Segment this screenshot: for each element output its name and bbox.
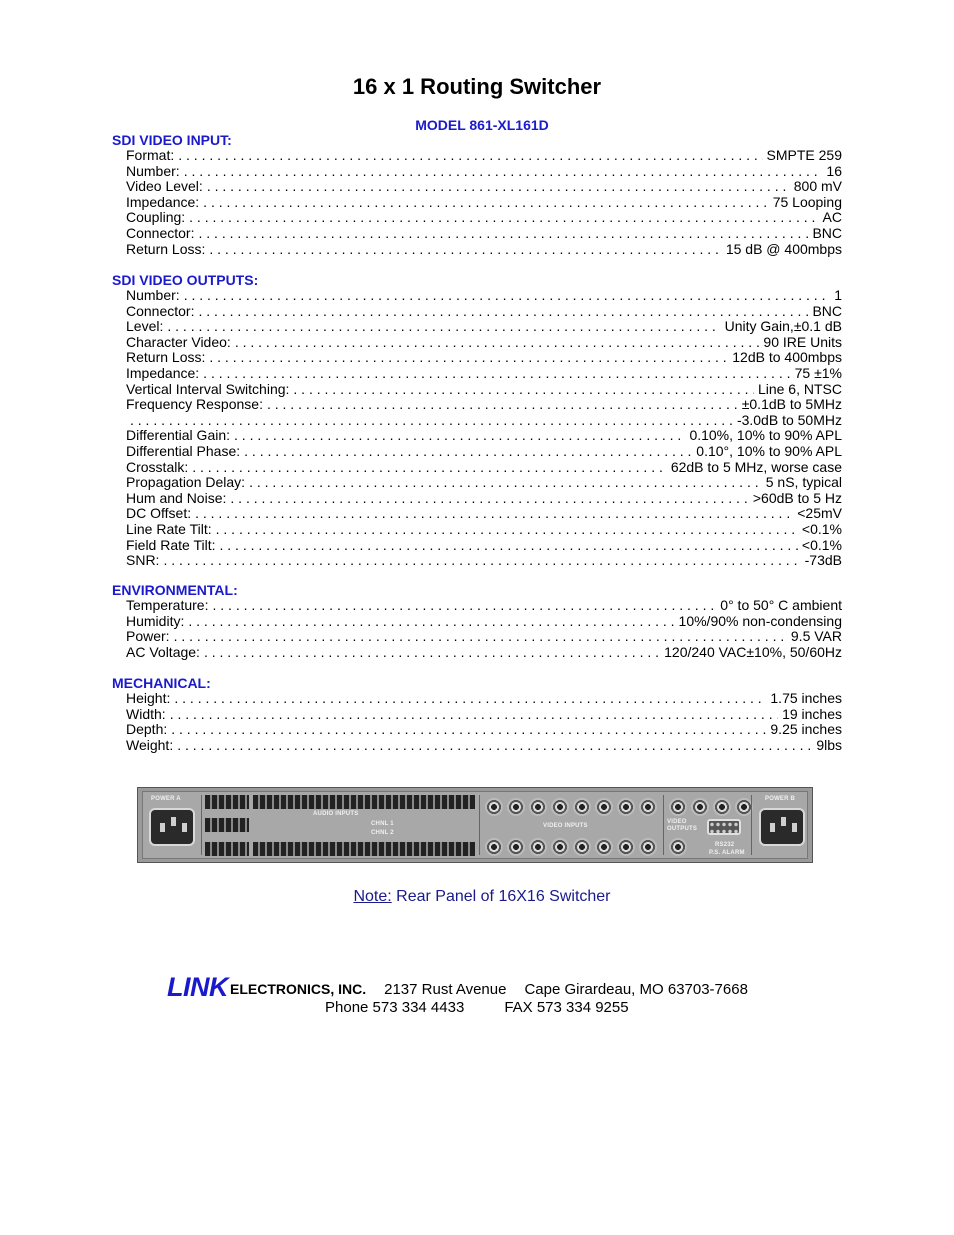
- spec-row: [126, 350, 842, 366]
- terminal-block-icon: [205, 795, 249, 809]
- spec-row: [126, 722, 842, 738]
- chnl1-label: CHNL 1: [371, 821, 394, 827]
- dot-leader: [198, 226, 808, 242]
- phone-number: Phone 573 334 4433: [325, 999, 465, 1016]
- spec-label: Level:: [126, 319, 164, 335]
- dot-leader: [167, 319, 720, 335]
- spec-value: <25mV: [797, 506, 842, 522]
- dot-leader: [192, 460, 667, 476]
- spec-value: BNC: [812, 225, 842, 241]
- rear-panel-image: [137, 787, 813, 863]
- spec-row: [126, 738, 842, 754]
- bnc-connector-icon: [639, 798, 657, 816]
- spec-label: Weight:: [126, 737, 174, 753]
- spec-value: -73dB: [804, 553, 842, 569]
- spec-label: Number:: [126, 288, 180, 303]
- dot-leader: [177, 738, 812, 754]
- spec-value: Line 6, NTSC: [757, 381, 842, 397]
- spec-value: 10%/90% non-condensing: [678, 613, 842, 629]
- section-heading: ENVIRONMENTAL:: [112, 582, 238, 598]
- spec-value: BNC: [812, 303, 842, 319]
- bnc-connector-icon: [507, 798, 525, 816]
- bnc-connector-icon: [669, 838, 687, 856]
- bnc-connector-icon: [595, 838, 613, 856]
- spec-label: Propagation Delay:: [126, 475, 246, 491]
- street-address: 2137 Rust Avenue: [384, 981, 507, 998]
- dot-leader: [249, 475, 762, 491]
- spec-row: [126, 288, 842, 304]
- spec-value: 5 nS, typical: [765, 475, 842, 491]
- section-heading: SDI VIDEO OUTPUTS:: [112, 272, 259, 288]
- spec-value: <0.1%: [801, 537, 842, 553]
- spec-value: 9lbs: [816, 737, 842, 753]
- bnc-connector-icon: [485, 798, 503, 816]
- power-b-inlet-icon: [759, 808, 805, 846]
- bnc-connector-icon: [639, 838, 657, 856]
- bnc-connector-icon: [485, 838, 503, 856]
- spec-value: 9.25 inches: [770, 722, 842, 738]
- spec-value: 62dB to 5 MHz, worse case: [670, 459, 842, 475]
- spec-value: 75 ±1%: [794, 365, 842, 381]
- spec-row: [126, 444, 842, 460]
- figure-caption: [0, 888, 954, 906]
- spec-label: Field Rate Tilt:: [126, 537, 216, 553]
- spec-label: Differential Phase:: [126, 443, 241, 459]
- spec-label: Character Video:: [126, 334, 231, 350]
- spec-label: Format:: [126, 148, 175, 163]
- spec-row: [126, 460, 842, 476]
- spec-value: AC: [822, 210, 842, 226]
- dot-leader: [209, 242, 721, 258]
- spec-row: [126, 506, 842, 522]
- spec-value: 0.10°, 10% to 90% APL: [696, 443, 842, 459]
- spec-value: 75 Looping: [772, 194, 842, 210]
- spec-value: 0° to 50° C ambient: [720, 598, 842, 613]
- spec-value: >60dB to 5 Hz: [752, 490, 842, 506]
- spec-row: [126, 475, 842, 491]
- dot-leader: [216, 522, 798, 538]
- spec-row: [126, 210, 842, 226]
- spec-label: Return Loss:: [126, 241, 206, 257]
- spec-value: 12dB to 400mbps: [732, 350, 842, 366]
- dot-leader: [207, 179, 790, 195]
- spec-row: [126, 629, 842, 645]
- note-text: Rear Panel of 16X16 Switcher: [391, 888, 611, 905]
- spec-row: [126, 428, 842, 444]
- spec-row: [126, 242, 842, 258]
- spec-section: [112, 675, 842, 753]
- spec-label: Connector:: [126, 225, 195, 241]
- terminal-block-icon: [205, 818, 249, 832]
- dot-leader: [235, 335, 760, 351]
- dot-leader: [212, 598, 716, 614]
- model-number: MODEL 861-XL161D: [415, 117, 549, 133]
- dot-leader: [174, 691, 766, 707]
- bnc-connector-icon: [529, 838, 547, 856]
- spec-row: [126, 366, 842, 382]
- spec-row: [126, 522, 842, 538]
- power-a-inlet-icon: [149, 808, 195, 846]
- dot-leader: [209, 350, 728, 366]
- spec-row: [126, 707, 842, 723]
- dot-leader: [204, 645, 660, 661]
- spec-label: Height:: [126, 691, 171, 706]
- spec-value: 19 inches: [782, 706, 842, 722]
- spec-label: Return Loss:: [126, 350, 206, 366]
- spec-value: 800 mV: [793, 179, 842, 195]
- dot-leader: [163, 553, 800, 569]
- spec-label: Crosstalk:: [126, 459, 189, 475]
- spec-row: [126, 148, 842, 164]
- bnc-connector-icon: [507, 838, 525, 856]
- spec-value: <0.1%: [801, 521, 842, 537]
- spec-value: 1: [834, 288, 842, 303]
- dot-leader: [171, 722, 766, 738]
- spec-row: [126, 598, 842, 614]
- dot-leader: [244, 444, 692, 460]
- dot-leader: [203, 366, 790, 382]
- bnc-connector-icon: [669, 798, 687, 816]
- spec-label: Depth:: [126, 722, 168, 738]
- bnc-connector-icon: [713, 798, 731, 816]
- dot-leader: [267, 397, 738, 413]
- terminal-block-icon: [253, 795, 475, 809]
- spec-label: Vertical Interval Switching:: [126, 381, 290, 397]
- spec-row: [126, 164, 842, 180]
- section-heading: SDI VIDEO INPUT:: [112, 132, 232, 148]
- bnc-connector-icon: [595, 798, 613, 816]
- spec-value: 16: [826, 163, 842, 179]
- spec-value: 0.10%, 10% to 90% APL: [689, 428, 842, 444]
- spec-value: 90 IRE Units: [763, 334, 842, 350]
- rs232-connector-icon: [707, 819, 741, 835]
- spec-value: 9.5 VAR: [790, 629, 842, 645]
- spec-value: Unity Gain,±0.1 dB: [724, 319, 842, 335]
- ps-alarm-label: P.S. ALARM: [709, 850, 745, 856]
- spec-label: Frequency Response:: [126, 397, 263, 413]
- section-heading: MECHANICAL:: [112, 675, 211, 691]
- spec-value: 1.75 inches: [770, 691, 842, 706]
- dot-leader: [230, 491, 748, 507]
- spec-section: [112, 272, 842, 569]
- spec-label: Connector:: [126, 303, 195, 319]
- spec-label: Video Level:: [126, 179, 203, 195]
- bnc-connector-icon: [691, 798, 709, 816]
- spec-label: Number:: [126, 163, 180, 179]
- dot-leader: [130, 413, 733, 429]
- spec-label: Impedance:: [126, 194, 200, 210]
- spec-section: [112, 132, 842, 257]
- spec-row: [126, 195, 842, 211]
- dot-leader: [188, 614, 674, 630]
- spec-label: Impedance:: [126, 365, 200, 381]
- dot-leader: [203, 195, 769, 211]
- dot-leader: [189, 210, 818, 226]
- spec-row: [126, 691, 842, 707]
- spec-row: [126, 614, 842, 630]
- rs232-label: RS232: [715, 842, 735, 848]
- note-prefix: Note:: [353, 888, 392, 905]
- bnc-connector-icon: [617, 838, 635, 856]
- bnc-connector-icon: [551, 838, 569, 856]
- dot-leader: [170, 707, 778, 723]
- bnc-connector-icon: [529, 798, 547, 816]
- spec-label: Humidity:: [126, 613, 185, 629]
- bnc-connector-icon: [551, 798, 569, 816]
- spec-row: [126, 538, 842, 554]
- dot-leader: [174, 629, 787, 645]
- terminal-block-icon: [205, 842, 249, 856]
- spec-value: -3.0dB to 50MHz: [736, 412, 842, 428]
- spec-label: Power:: [126, 629, 170, 645]
- city-address: Cape Girardeau, MO 63703-7668: [524, 981, 748, 998]
- link-logo: LINK: [167, 972, 228, 1002]
- page-title: 16 x 1 Routing Switcher: [352, 74, 602, 99]
- spec-label: Line Rate Tilt:: [126, 521, 212, 537]
- spec-label: Coupling:: [126, 210, 186, 226]
- spec-row: [126, 645, 842, 661]
- spec-row: [126, 226, 842, 242]
- bnc-connector-icon: [573, 798, 591, 816]
- spec-row: [126, 397, 842, 413]
- spec-row: [126, 179, 842, 195]
- video-inputs-label: VIDEO INPUTS: [543, 823, 588, 829]
- spec-row: [126, 553, 842, 569]
- power-a-label: POWER A: [151, 796, 181, 802]
- spec-row: [126, 304, 842, 320]
- spec-row: [126, 491, 842, 507]
- spec-label: DC Offset:: [126, 506, 192, 522]
- dot-leader: [293, 382, 754, 398]
- spec-label: SNR:: [126, 553, 160, 569]
- video-outputs-label: VIDEO OUTPUTS: [667, 819, 698, 832]
- dot-leader: [219, 538, 797, 554]
- spec-row: [126, 382, 842, 398]
- bnc-connector-icon: [573, 838, 591, 856]
- terminal-block-icon: [253, 842, 475, 856]
- spec-value: SMPTE 259: [766, 148, 842, 163]
- dot-leader: [234, 428, 685, 444]
- spec-value: 120/240 VAC±10%, 50/60Hz: [664, 644, 842, 660]
- spec-value: ±0.1dB to 5MHz: [741, 397, 842, 413]
- spec-label: AC Voltage:: [126, 644, 200, 660]
- contact-line: [325, 999, 629, 1016]
- bnc-connector-icon: [617, 798, 635, 816]
- spec-row: [126, 335, 842, 351]
- spec-row: [126, 413, 842, 429]
- spec-value: 15 dB @ 400mbps: [725, 241, 842, 257]
- spec-label: Hum and Noise:: [126, 490, 227, 506]
- dot-leader: [198, 304, 808, 320]
- spec-row: [126, 319, 842, 335]
- chnl2-label: CHNL 2: [371, 830, 394, 836]
- spec-section: [112, 582, 842, 660]
- spec-label: Differential Gain:: [126, 428, 231, 444]
- dot-leader: [178, 148, 762, 164]
- power-b-label: POWER B: [765, 796, 796, 802]
- dot-leader: [184, 164, 823, 180]
- fax-number: FAX 573 334 9255: [504, 999, 629, 1016]
- audio-inputs-label: AUDIO INPUTS: [313, 811, 359, 817]
- company-name: ELECTRONICS, INC.: [230, 981, 367, 997]
- dot-leader: [184, 288, 831, 304]
- spec-label: Width:: [126, 706, 166, 722]
- dot-leader: [195, 506, 793, 522]
- spec-label: Temperature:: [126, 598, 209, 613]
